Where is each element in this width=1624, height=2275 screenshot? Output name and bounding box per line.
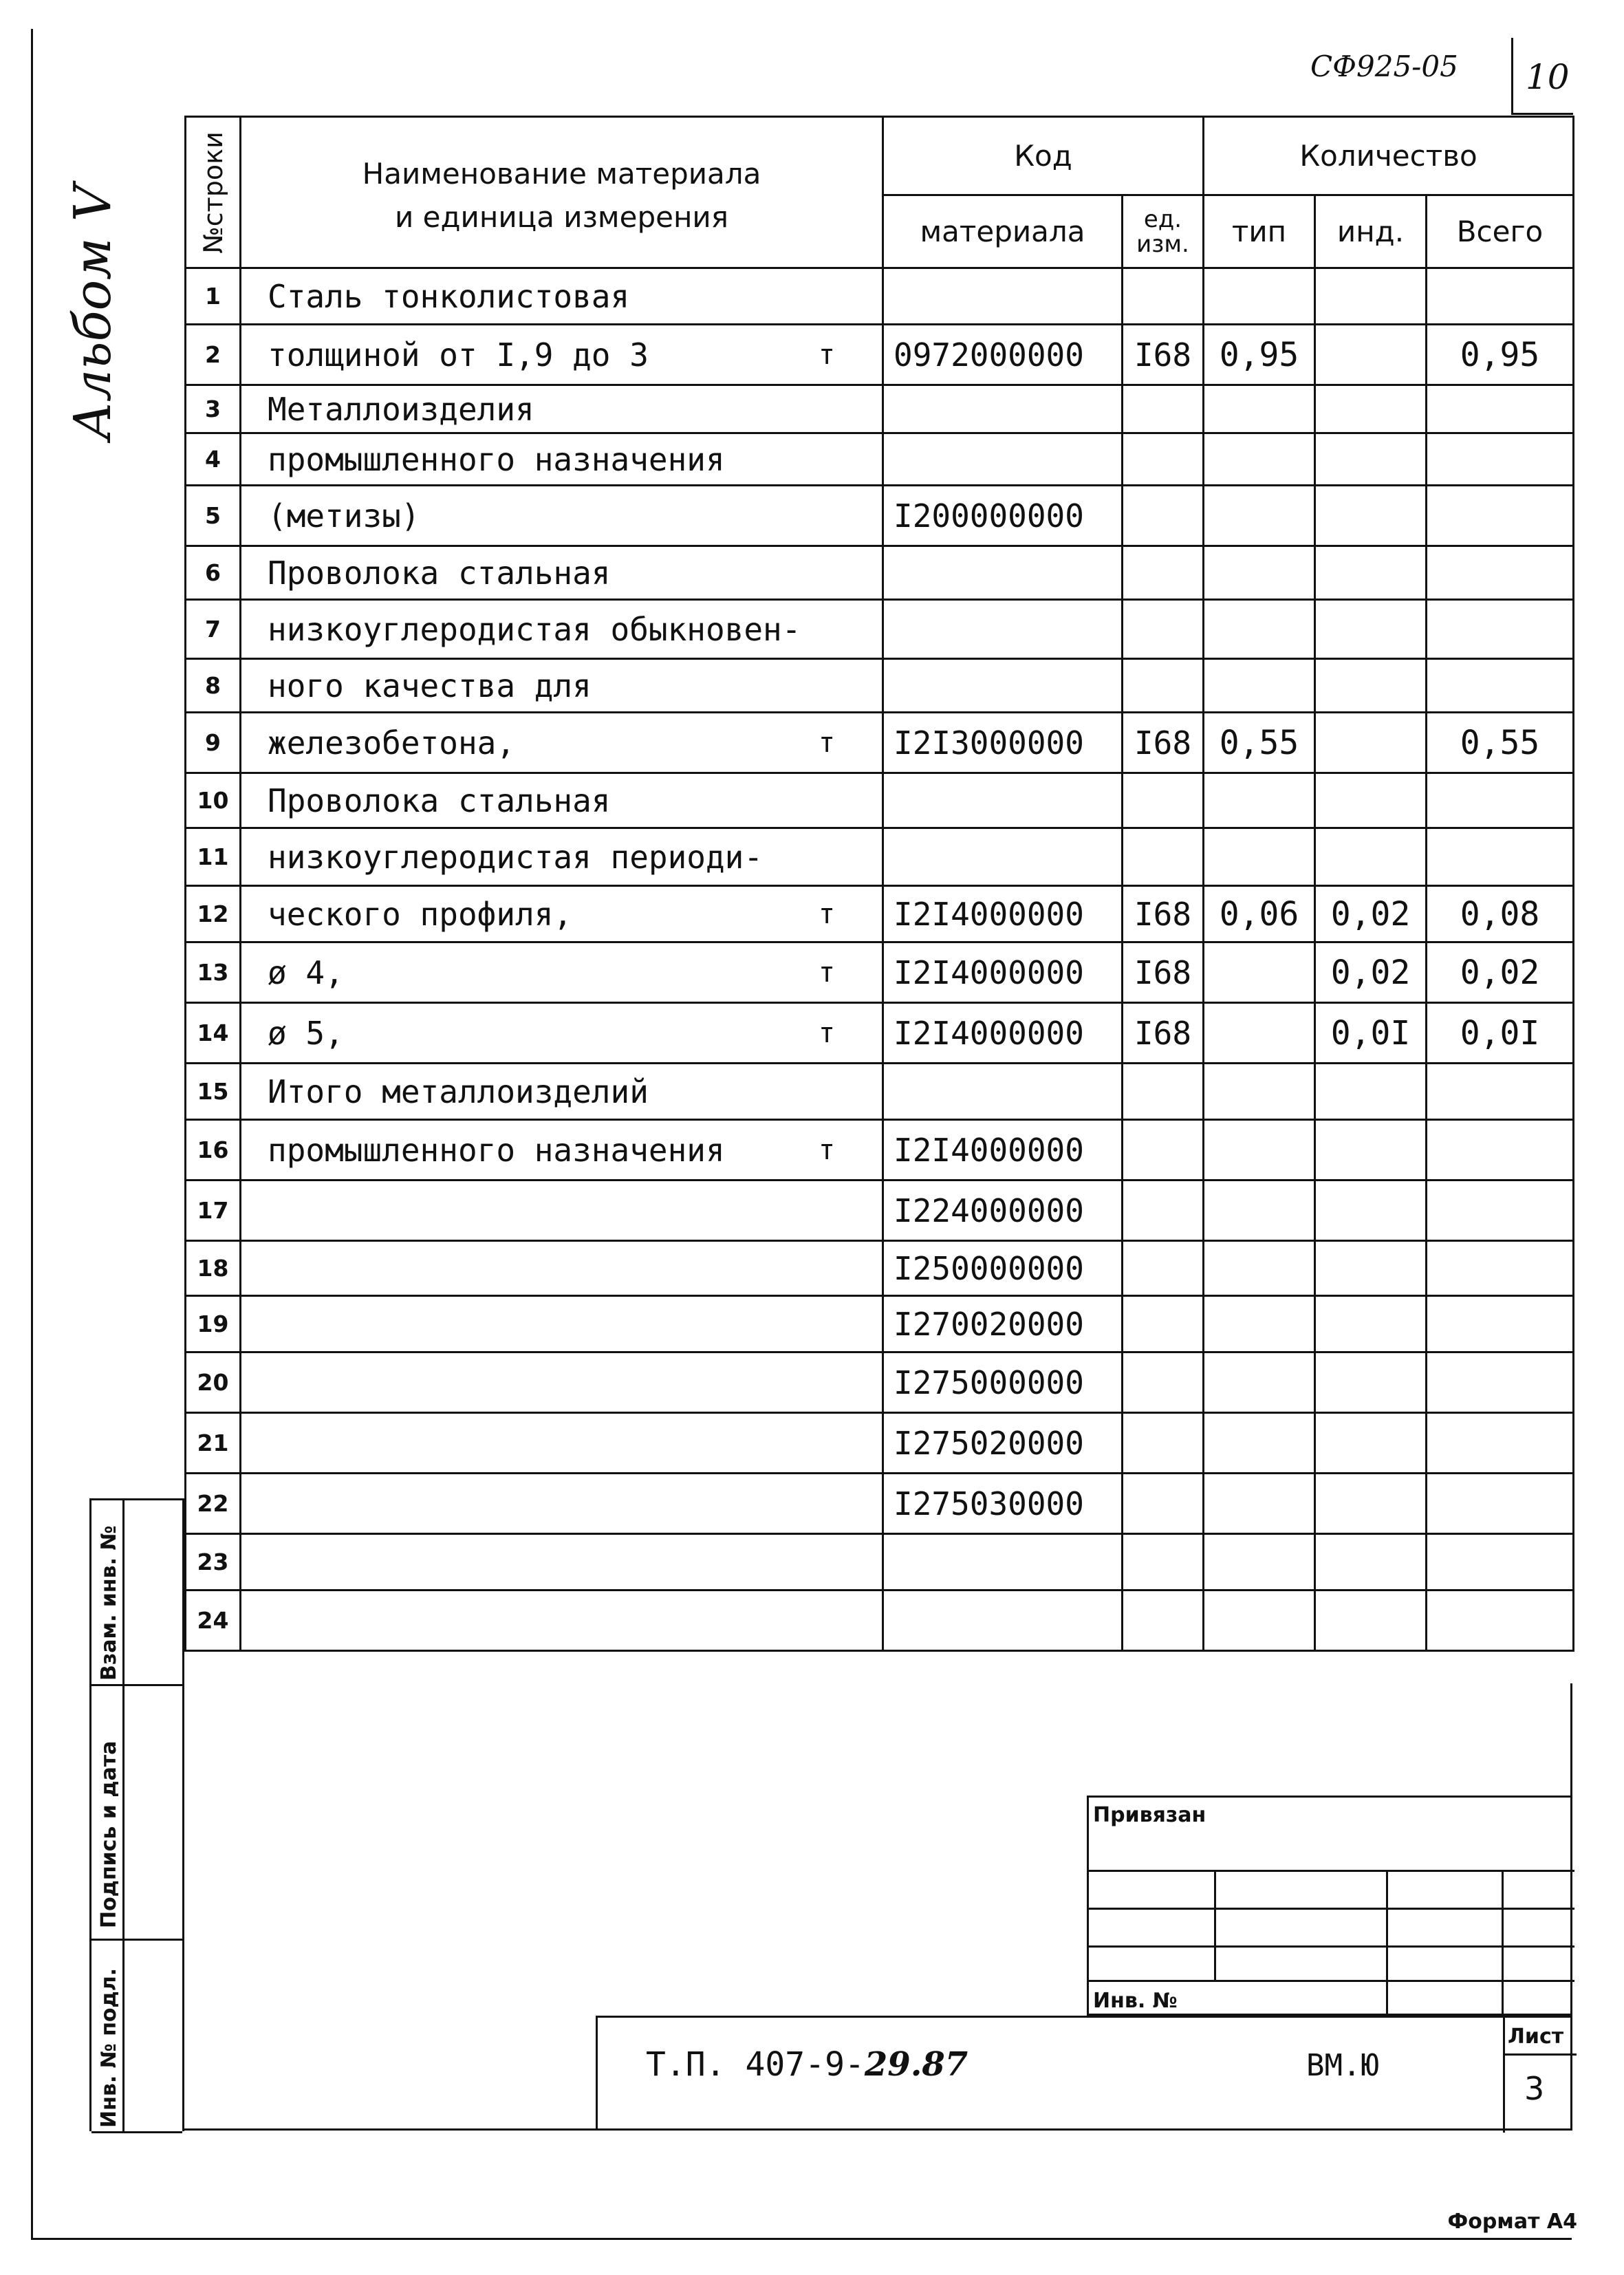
- row-code: I275000000: [883, 1352, 1123, 1413]
- table-row: [186, 325, 1574, 385]
- row-number: 19: [186, 1296, 241, 1352]
- row-unit: т: [818, 338, 835, 371]
- row-qty-ind: [1315, 1591, 1427, 1651]
- row-qty-total: [1427, 1241, 1574, 1296]
- binding-vline-3: [1502, 1870, 1504, 2018]
- row-qty-ind: [1315, 385, 1427, 433]
- row-code: I275030000: [883, 1474, 1123, 1534]
- row-name-text: низкоуглеродистая периоди-: [268, 838, 764, 876]
- stamp-replaced-inv: Взам. инв. №: [97, 1525, 121, 1681]
- row-unit-code: I68: [1123, 325, 1204, 385]
- table-row: [186, 1003, 1574, 1064]
- row-name-text: Металлоизделия: [268, 390, 534, 428]
- row-name-text: ного качества для: [268, 667, 592, 704]
- header-qty-ind: инд.: [1315, 195, 1427, 268]
- row-number: 11: [186, 828, 241, 886]
- row-unit-code: [1123, 1241, 1204, 1296]
- header-quantity: Количество: [1204, 117, 1574, 195]
- table-row: [186, 773, 1574, 828]
- row-qty-ind: [1315, 486, 1427, 546]
- row-number: 12: [186, 886, 241, 942]
- row-qty-ind: [1315, 1296, 1427, 1352]
- row-qty-total: [1427, 659, 1574, 713]
- project-mark: ВМ.Ю: [1306, 2048, 1379, 2083]
- row-code: [883, 1534, 1123, 1591]
- table-row: [186, 1064, 1574, 1120]
- header-row-number: №строки: [186, 117, 241, 268]
- table-row: [186, 1352, 1574, 1413]
- row-unit-code: [1123, 1534, 1204, 1591]
- row-name: [241, 1120, 883, 1180]
- row-number: 7: [186, 600, 241, 659]
- row-number: 3: [186, 385, 241, 433]
- row-number: 9: [186, 713, 241, 773]
- row-qty-ind: [1315, 1474, 1427, 1534]
- row-name: [241, 659, 883, 713]
- row-unit: т: [818, 1134, 835, 1166]
- row-qty-total: [1427, 1120, 1574, 1180]
- header-code-material: материала: [883, 195, 1123, 268]
- header-qty-total: Всего: [1427, 195, 1574, 268]
- row-unit-code: [1123, 546, 1204, 600]
- row-code: [883, 773, 1123, 828]
- row-name: [241, 546, 883, 600]
- table-row: [186, 268, 1574, 325]
- row-name-text: ческого профиля,: [268, 895, 573, 933]
- row-qty-type: [1204, 773, 1315, 828]
- row-unit: т: [818, 956, 835, 989]
- row-qty-total: 0,55: [1427, 713, 1574, 773]
- sheet-divider: [1505, 2053, 1577, 2056]
- row-code: [883, 268, 1123, 325]
- row-qty-type: [1204, 433, 1315, 486]
- row-unit-code: [1123, 1180, 1204, 1241]
- row-name: [241, 1241, 883, 1296]
- row-qty-total: [1427, 1352, 1574, 1413]
- row-qty-type: [1204, 268, 1315, 325]
- row-unit-code: [1123, 433, 1204, 486]
- row-qty-ind: [1315, 713, 1427, 773]
- row-qty-ind: [1315, 1120, 1427, 1180]
- table-row: [186, 433, 1574, 486]
- title-block: [596, 2016, 1572, 2131]
- row-name: [241, 1296, 883, 1352]
- row-qty-type: [1204, 486, 1315, 546]
- row-name: [241, 600, 883, 659]
- row-qty-total: [1427, 546, 1574, 600]
- row-qty-ind: [1315, 1241, 1427, 1296]
- row-number: 24: [186, 1591, 241, 1651]
- row-unit-code: [1123, 659, 1204, 713]
- row-qty-total: [1427, 1413, 1574, 1474]
- table-row: [186, 659, 1574, 713]
- row-unit: т: [818, 898, 835, 930]
- row-code: [883, 1064, 1123, 1120]
- row-qty-type: [1204, 1003, 1315, 1064]
- row-number: 2: [186, 325, 241, 385]
- row-name: [241, 713, 883, 773]
- row-qty-type: [1204, 1241, 1315, 1296]
- row-number: 22: [186, 1474, 241, 1534]
- row-qty-type: [1204, 659, 1315, 713]
- row-qty-ind: [1315, 1180, 1427, 1241]
- row-name: [241, 268, 883, 325]
- table-row: [186, 546, 1574, 600]
- stamp-inv-original-cell: [91, 1941, 124, 2133]
- row-qty-total: [1427, 773, 1574, 828]
- row-qty-total: [1427, 600, 1574, 659]
- row-unit-code: [1123, 828, 1204, 886]
- row-qty-ind: [1315, 828, 1427, 886]
- row-qty-ind: 0,0I: [1315, 1003, 1427, 1064]
- row-code: [883, 828, 1123, 886]
- row-unit-code: [1123, 268, 1204, 325]
- row-unit-code: [1123, 1064, 1204, 1120]
- inventory-number-label: Инв. №: [1093, 1989, 1178, 2013]
- row-number: 1: [186, 268, 241, 325]
- table-row: [186, 1413, 1574, 1474]
- row-qty-ind: [1315, 1413, 1427, 1474]
- row-qty-ind: 0,02: [1315, 886, 1427, 942]
- row-number: 10: [186, 773, 241, 828]
- table-row: [186, 713, 1574, 773]
- document-code: СФ925-05: [1310, 50, 1458, 83]
- row-qty-type: 0,55: [1204, 713, 1315, 773]
- row-qty-total: [1427, 1534, 1574, 1591]
- row-unit-code: [1123, 486, 1204, 546]
- row-name: [241, 1003, 883, 1064]
- row-qty-ind: [1315, 1352, 1427, 1413]
- row-code: [883, 1591, 1123, 1651]
- table-row: [186, 1591, 1574, 1651]
- row-code: I2I4000000: [883, 1120, 1123, 1180]
- binding-box: [1087, 1796, 1572, 2016]
- row-name: [241, 1474, 883, 1534]
- table-row: [186, 828, 1574, 886]
- row-qty-type: [1204, 546, 1315, 600]
- row-name: [241, 1180, 883, 1241]
- row-qty-ind: [1315, 325, 1427, 385]
- row-unit-code: [1123, 1296, 1204, 1352]
- row-qty-type: [1204, 1064, 1315, 1120]
- side-stamp: [89, 1498, 184, 2131]
- stamp-signature-cell: [91, 1686, 124, 1941]
- row-unit-code: [1123, 1591, 1204, 1651]
- row-number: 15: [186, 1064, 241, 1120]
- row-qty-type: 0,06: [1204, 886, 1315, 942]
- row-qty-type: [1204, 1591, 1315, 1651]
- row-unit-code: I68: [1123, 942, 1204, 1003]
- row-qty-type: 0,95: [1204, 325, 1315, 385]
- row-unit: т: [818, 1017, 835, 1049]
- row-qty-type: [1204, 1120, 1315, 1180]
- row-qty-total: 0,08: [1427, 886, 1574, 942]
- row-code: I250000000: [883, 1241, 1123, 1296]
- stamp-replaced-inv-value: [124, 1500, 182, 1686]
- row-qty-ind: [1315, 773, 1427, 828]
- row-name: [241, 773, 883, 828]
- format-label: Формат А4: [1447, 2210, 1577, 2234]
- row-qty-type: [1204, 1352, 1315, 1413]
- header-name: Наименование материала и единица измерения: [241, 117, 883, 268]
- sheet-cell: [1503, 2018, 1574, 2133]
- row-name-text: Итого металлоизделий: [268, 1072, 649, 1110]
- row-code: I2I4000000: [883, 1003, 1123, 1064]
- header-code: Код: [883, 117, 1204, 195]
- sheet-number: 10: [1526, 57, 1570, 97]
- row-qty-ind: [1315, 1534, 1427, 1591]
- row-name: [241, 1064, 883, 1120]
- row-qty-type: [1204, 1296, 1315, 1352]
- row-qty-total: [1427, 433, 1574, 486]
- row-unit-code: [1123, 1352, 1204, 1413]
- row-qty-total: [1427, 1296, 1574, 1352]
- row-unit: т: [818, 726, 835, 759]
- row-name: [241, 828, 883, 886]
- row-name-text: ø 4,: [268, 953, 344, 991]
- row-unit-code: [1123, 1474, 1204, 1534]
- row-qty-type: [1204, 1534, 1315, 1591]
- row-qty-ind: [1315, 1064, 1427, 1120]
- row-name-text: ø 5,: [268, 1014, 344, 1052]
- row-name: [241, 1352, 883, 1413]
- row-code: I270020000: [883, 1296, 1123, 1352]
- row-unit-code: [1123, 385, 1204, 433]
- stamp-replaced-inv-cell: [91, 1500, 124, 1686]
- specification-table: [184, 116, 1574, 1652]
- row-name-text: толщиной от I,9 до 3: [268, 336, 649, 374]
- row-name: [241, 1534, 883, 1591]
- row-qty-ind: [1315, 600, 1427, 659]
- row-code: I275020000: [883, 1413, 1123, 1474]
- stamp-inv-original-value: [124, 1941, 182, 2133]
- binding-vline-1: [1214, 1870, 1216, 1980]
- row-name-text: низкоуглеродистая обыкновен-: [268, 610, 801, 648]
- row-qty-total: 0,02: [1427, 942, 1574, 1003]
- row-number: 5: [186, 486, 241, 546]
- row-qty-total: [1427, 486, 1574, 546]
- stamp-signature-value: [124, 1686, 182, 1941]
- row-qty-total: [1427, 1064, 1574, 1120]
- row-qty-ind: [1315, 433, 1427, 486]
- row-number: 14: [186, 1003, 241, 1064]
- table-row: [186, 1241, 1574, 1296]
- specification-body: [186, 268, 1574, 1651]
- row-number: 23: [186, 1534, 241, 1591]
- row-name-text: железобетона,: [268, 724, 516, 762]
- row-qty-total: [1427, 1591, 1574, 1651]
- row-number: 17: [186, 1180, 241, 1241]
- row-name: [241, 886, 883, 942]
- header-code-unit: ед. изм.: [1123, 195, 1204, 268]
- project-number: Т.П. 407-9-29.87: [646, 2045, 968, 2084]
- row-qty-type: [1204, 828, 1315, 886]
- row-qty-type: [1204, 942, 1315, 1003]
- row-name: [241, 325, 883, 385]
- table-row: [186, 1120, 1574, 1180]
- row-number: 16: [186, 1120, 241, 1180]
- row-name: [241, 1413, 883, 1474]
- row-qty-type: [1204, 1474, 1315, 1534]
- row-code: I224000000: [883, 1180, 1123, 1241]
- row-qty-ind: [1315, 659, 1427, 713]
- row-qty-total: [1427, 828, 1574, 886]
- row-unit-code: I68: [1123, 713, 1204, 773]
- row-qty-total: 0,95: [1427, 325, 1574, 385]
- row-number: 13: [186, 942, 241, 1003]
- stamp-signature-date: Подпись и дата: [97, 1740, 121, 1928]
- row-name-text: Проволока стальная: [268, 554, 611, 592]
- row-name-text: промышленного назначения: [268, 440, 725, 478]
- row-number: 8: [186, 659, 241, 713]
- row-code: [883, 433, 1123, 486]
- header-qty-type: тип: [1204, 195, 1315, 268]
- table-row: [186, 486, 1574, 546]
- row-unit-code: [1123, 600, 1204, 659]
- table-row: [186, 1296, 1574, 1352]
- row-number: 6: [186, 546, 241, 600]
- row-number: 20: [186, 1352, 241, 1413]
- row-code: I2I4000000: [883, 886, 1123, 942]
- row-name: [241, 942, 883, 1003]
- table-row: [186, 600, 1574, 659]
- row-qty-total: [1427, 385, 1574, 433]
- row-code: [883, 600, 1123, 659]
- binding-vline-2: [1386, 1870, 1388, 2018]
- row-qty-type: [1204, 600, 1315, 659]
- row-qty-ind: 0,02: [1315, 942, 1427, 1003]
- row-qty-ind: [1315, 546, 1427, 600]
- row-name: [241, 433, 883, 486]
- row-qty-total: 0,0I: [1427, 1003, 1574, 1064]
- row-unit-code: I68: [1123, 1003, 1204, 1064]
- row-qty-type: [1204, 1180, 1315, 1241]
- row-name-text: Проволока стальная: [268, 781, 611, 819]
- row-qty-ind: [1315, 268, 1427, 325]
- table-row: [186, 385, 1574, 433]
- table-row: [186, 1474, 1574, 1534]
- row-name-text: (метизы): [268, 497, 420, 535]
- row-code: 0972000000: [883, 325, 1123, 385]
- row-unit-code: [1123, 1120, 1204, 1180]
- table-row: [186, 942, 1574, 1003]
- binding-label: Привязан: [1093, 1803, 1206, 1827]
- table-row: [186, 886, 1574, 942]
- row-name: [241, 1591, 883, 1651]
- sheet-label: Лист: [1508, 2025, 1564, 2049]
- row-name-text: Сталь тонколистовая: [268, 277, 630, 315]
- row-number: 21: [186, 1413, 241, 1474]
- row-number: 4: [186, 433, 241, 486]
- row-code: [883, 385, 1123, 433]
- row-unit-code: [1123, 773, 1204, 828]
- row-code: [883, 659, 1123, 713]
- sheet-value: 3: [1524, 2070, 1545, 2107]
- album-label: Альбом V: [63, 184, 122, 440]
- row-code: I2I4000000: [883, 942, 1123, 1003]
- row-name-text: промышленного назначения: [268, 1131, 725, 1169]
- row-unit-code: [1123, 1413, 1204, 1474]
- row-qty-type: [1204, 1413, 1315, 1474]
- table-row: [186, 1180, 1574, 1241]
- row-name: [241, 385, 883, 433]
- row-qty-type: [1204, 385, 1315, 433]
- row-number: 18: [186, 1241, 241, 1296]
- row-unit-code: I68: [1123, 886, 1204, 942]
- stamp-inv-original: Инв. № подл.: [97, 1967, 121, 2128]
- row-qty-total: [1427, 1474, 1574, 1534]
- row-qty-total: [1427, 268, 1574, 325]
- row-name: [241, 486, 883, 546]
- table-row: [186, 1534, 1574, 1591]
- row-qty-total: [1427, 1180, 1574, 1241]
- row-code: I200000000: [883, 486, 1123, 546]
- row-code: I2I3000000: [883, 713, 1123, 773]
- row-code: [883, 546, 1123, 600]
